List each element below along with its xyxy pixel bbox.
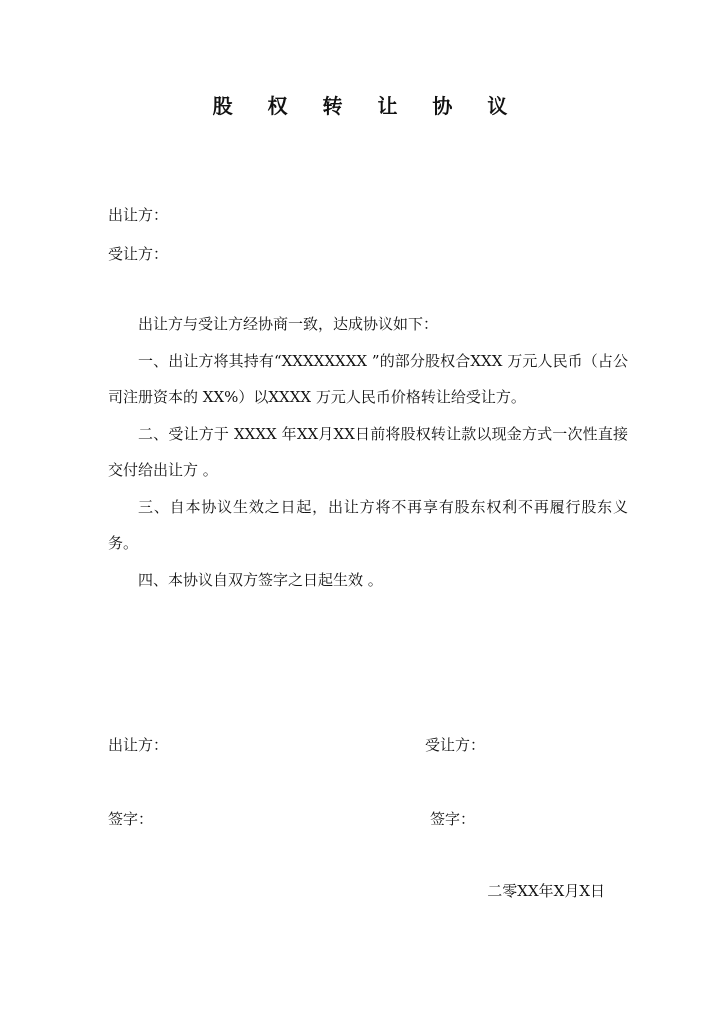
- clause-2: 二、受让方于 XXXX 年XX月XX日前将股权转让款以现金方式一次性直接交付给出让方 。: [108, 424, 628, 479]
- clause-1: 一、出让方将其持有“XXXXXXXX ”的部分股权合XXX 万元人民币（占公司注册资本的 XX%）以XXXX 万元人民币价格转让给受让方。: [108, 351, 628, 406]
- document-title: 股 权 转 让 协 议: [212, 94, 522, 118]
- signing-date: 二零XX年X月X日: [487, 882, 605, 900]
- transferee-sign-field: 签字：: [430, 810, 476, 828]
- transferee-header-label: 受让方：: [108, 245, 169, 263]
- agreement-body: [108, 306, 628, 598]
- clause-4: 四、本协议自双方签字之日起生效 。: [138, 570, 383, 589]
- transferor-signature-label: 出让方：: [108, 736, 169, 754]
- clause-3: 三、自本协议生效之日起，出让方将不再享有股东权利不再履行股东义务。: [108, 497, 628, 552]
- transferor-header-label: 出让方：: [108, 206, 169, 224]
- transferee-signature-label: 受让方：: [425, 736, 486, 754]
- transferor-sign-field: 签字：: [108, 810, 154, 828]
- intro-paragraph: 出让方与受让方经协商一致，达成协议如下：: [138, 315, 439, 333]
